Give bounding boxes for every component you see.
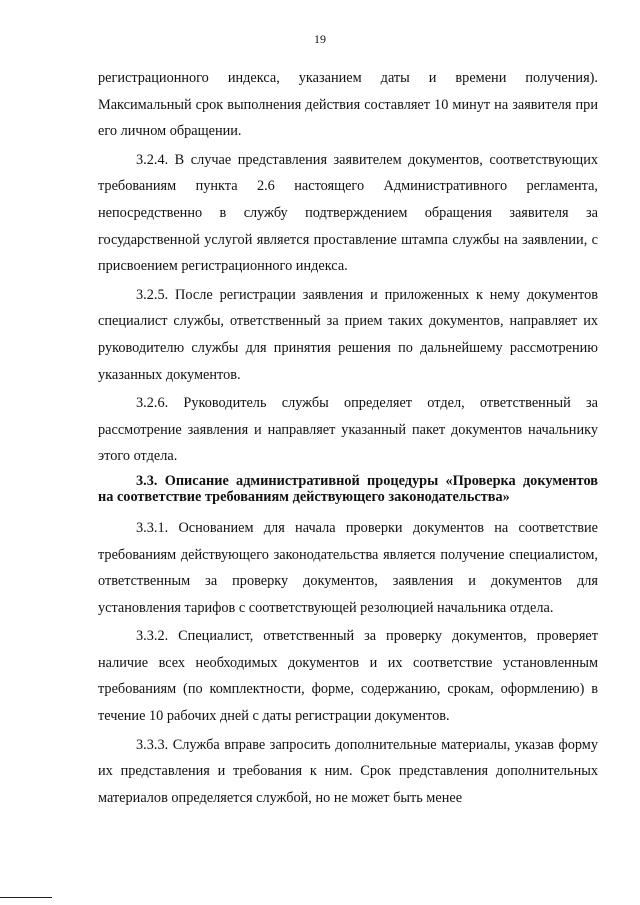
page-number: 19 <box>314 32 326 46</box>
section-heading-3-3: 3.3. Описание административной процедуры «Проверка документов на соответствие требованиям действующего законодательства» <box>98 472 598 506</box>
paragraph-3-2-4: 3.2.4. В случае представления заявителем документов, соответствующих требованиям пункта 2.6 настоящего Административного регламента, непосредственно в службу подтверждением обращения заявителя за государственной услугой является проставление штампа службы на заявлении, с присвоением регистрационного индекса. <box>98 151 598 275</box>
paragraph-3-3-3: 3.3.3. Служба вправе запросить дополнительные материалы, указав форму их представления и требования к ним. Срок представления дополнительных материалов определяется службой, но не может быть менее <box>98 736 598 806</box>
paragraph-3-2-6: 3.2.6. Руководитель службы определяет отдел, ответственный за рассмотрение заявления и направляет указанный пакет документов начальнику этого отдела. <box>98 395 598 465</box>
paragraph-continuation: регистрационного индекса, указанием даты и времени получения). Максимальный срок выполнения действия составляет 10 минут на заявителя при его личном обращении. <box>98 70 598 140</box>
document-body <box>98 65 598 811</box>
footer-rule <box>0 897 52 898</box>
paragraph-3-2-5: 3.2.5. После регистрации заявления и приложенных к нему документов специалист службы, ответственный за прием таких документов, направляет их руководителю службы для принятия решения по дальнейшему рассмотрению указанных документов. <box>98 286 598 383</box>
paragraph-3-3-1: 3.3.1. Основанием для начала проверки документов на соответствие требованиям действующего законодательства является получение специалистом, ответственным за проверку документов, заявления и документов для установления тарифов с соответствующей резолюцией начальника отдела. <box>98 519 598 616</box>
paragraph-3-3-2: 3.3.2. Специалист, ответственный за проверку документов, проверяет наличие всех необходимых документов и их соответствие установленным требованиям (по комплектности, форме, содержанию, срокам, оформлению) в течение 10 рабочих дней с даты регистрации документов. <box>98 628 598 725</box>
